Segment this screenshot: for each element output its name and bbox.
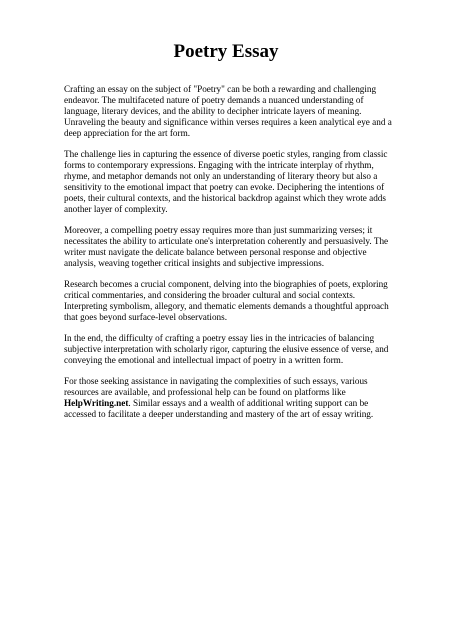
paragraph-4: Research becomes a crucial component, delving into the biographies of poets, exploring critical commentaries, and considering the broader cultural and social contexts. Interpreting symbolism, allegory, and thematic elements demands a thoughtful approach that goes beyond surface-level observations. [64, 278, 389, 323]
paragraph-6 [64, 376, 396, 420]
paragraph-3: Moreover, a compelling poetry essay requires more than just summarizing verses; it necessitates the ability to articulate one's interpretation coherently and persuasively. The writer must navigate the delicate balance between personal response and objective analysis, weaving together critical insights and subjective impressions. [64, 225, 389, 269]
paragraph-5: In the end, the difficulty of crafting a poetry essay lies in the intricacies of balancing subjective interpretation with scholarly rigor, capturing the elusive essence of verse, and conveying the emotional and intellectual impact of poetry in a written form. [64, 332, 389, 365]
page-title: Poetry Essay [173, 41, 279, 62]
paragraph-6-before: For those seeking assistance in navigating the complexities of such essays, various resources are available, and professional help can be found on platforms like [64, 375, 368, 397]
helpwriting-link[interactable]: HelpWriting.net [64, 397, 129, 408]
paragraph-1: Crafting an essay on the subject of "Poetry" can be both a rewarding and challenging endeavor. The multifaceted nature of poetry demands a nuanced understanding of language, literary devices, and the ability to decipher intricate layers of meaning. Unraveling the beauty and significance within verses requires a keen analytical eye and a deep appreciation for the art form. [64, 84, 392, 139]
paragraph-2: The challenge lies in capturing the essence of diverse poetic styles, ranging from classic forms to contemporary expressions. Engaging with the intricate interplay of rhythm, rhyme, and metaphor demands not only an understanding of literary theory but also a sensitivity to the emotional impact that poetry can evoke. Deciphering the intentions of poets, their cultural contexts, and the historical backdrop against which they wrote adds another layer of complexity. [64, 148, 388, 215]
essay-body [64, 84, 396, 429]
paragraph-6-after: . Similar essays and a wealth of additional writing support can be accessed to facilitate a deeper understanding and mastery of the art of essay writing. [64, 397, 374, 419]
